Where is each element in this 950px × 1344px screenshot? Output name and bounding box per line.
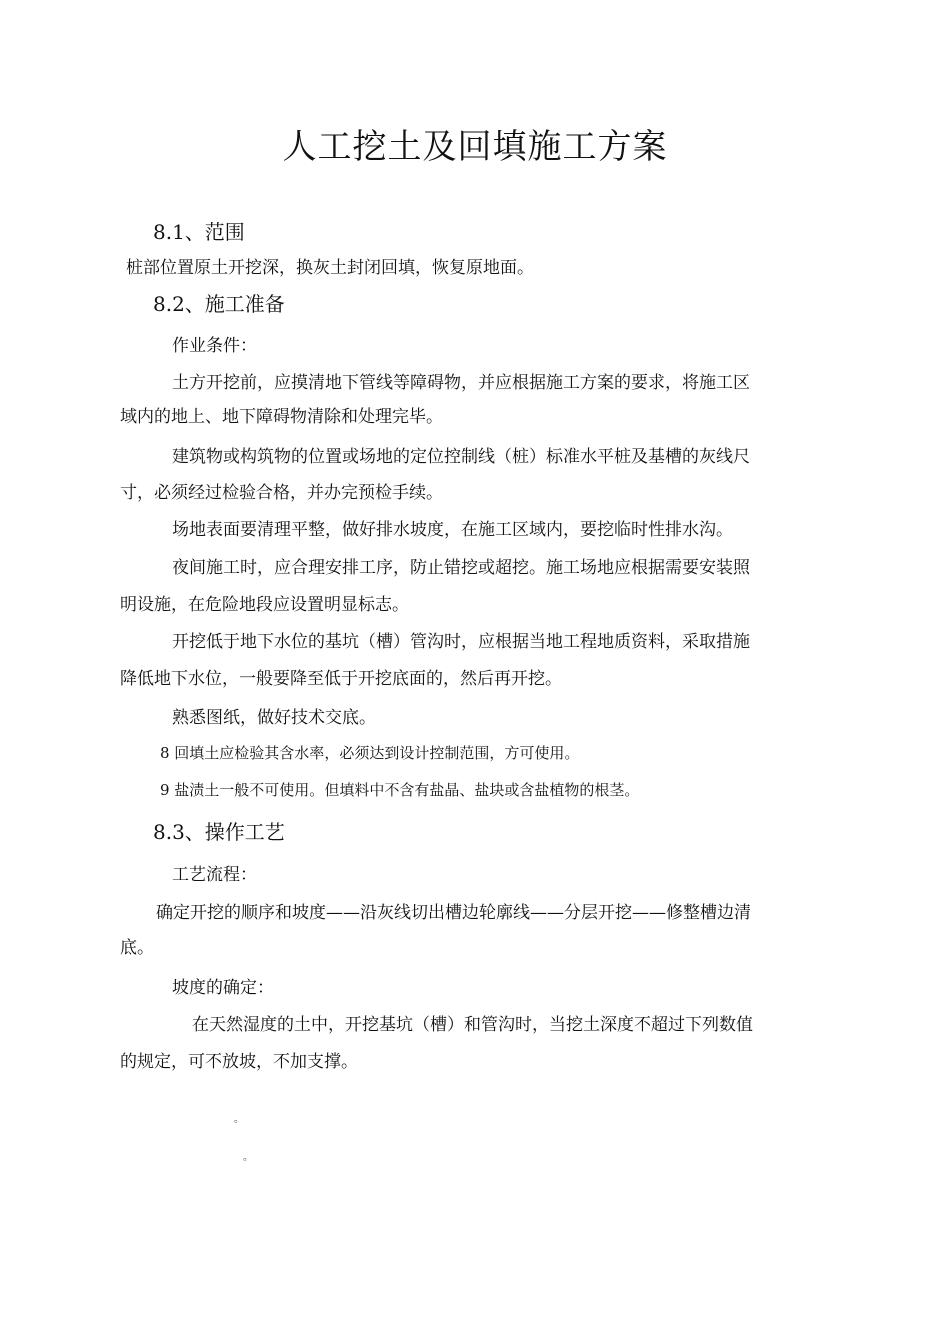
- paragraph-groundwater-line2: 降低地下水位，一般要降至低于开挖底面的，然后再开挖。: [120, 669, 562, 689]
- stray-mark: 。: [243, 1152, 253, 1163]
- paragraph-drawings: 熟悉图纸，做好技术交底。: [172, 708, 376, 728]
- paragraph-positioning-line2: 寸，必须经过检验合格，并办完预检手续。: [120, 483, 443, 503]
- section-heading-process: 8.3、操作工艺: [153, 820, 285, 844]
- paragraph-item-9: 9 盐渍土一般不可使用。但填料中不含有盐晶、盐块或含盐植物的根茎。: [160, 781, 640, 799]
- paragraph-night-work-line1: 夜间施工时，应合理安排工序，防止错挖或超挖。施工场地应根据需要安装照: [172, 558, 750, 578]
- paragraph-excavation-line1: 土方开挖前，应摸清地下管线等障碍物，并应根据施工方案的要求，将施工区: [172, 373, 750, 393]
- paragraph-slope: 坡度的确定：: [172, 978, 274, 998]
- paragraph-slope-rule-line2: 的规定，可不放坡，不加支撑。: [120, 1052, 358, 1072]
- paragraph-process-flow: 工艺流程：: [172, 865, 257, 885]
- paragraph-flow-line2: 底。: [120, 938, 154, 958]
- paragraph-excavation-line2: 域内的地上、地下障碍物清除和处理完毕。: [120, 407, 443, 427]
- paragraph-scope: 桩部位置原土开挖深，换灰土封闭回填，恢复原地面。: [126, 258, 534, 278]
- section-heading-scope: 8.1、范围: [153, 220, 245, 244]
- paragraph-item-8: 8 回填土应检验其含水率，必须达到设计控制范围，方可使用。: [160, 744, 580, 762]
- paragraph-slope-rule-line1: 在天然湿度的土中，开挖基坑（槽）和管沟时，当挖土深度不超过下列数值: [192, 1015, 753, 1035]
- document-title: 人工挖土及回填施工方案: [282, 127, 668, 167]
- section-heading-preparation: 8.2、施工准备: [153, 292, 285, 316]
- paragraph-flow-line1: 确定开挖的顺序和坡度——沿灰线切出槽边轮廓线——分层开挖——修整槽边清: [156, 903, 751, 923]
- paragraph-night-work-line2: 明设施，在危险地段应设置明显标志。: [120, 595, 409, 615]
- stray-mark: 。: [234, 1114, 244, 1125]
- paragraph-work-conditions: 作业条件：: [172, 336, 257, 356]
- paragraph-groundwater-line1: 开挖低于地下水位的基坑（槽）管沟时，应根据当地工程地质资料，采取措施: [172, 632, 750, 652]
- paragraph-site-surface: 场地表面要清理平整，做好排水坡度，在施工区域内，要挖临时性排水沟。: [172, 520, 733, 540]
- paragraph-positioning-line1: 建筑物或构筑物的位置或场地的定位控制线（桩）标准水平桩及基槽的灰线尺: [172, 447, 750, 467]
